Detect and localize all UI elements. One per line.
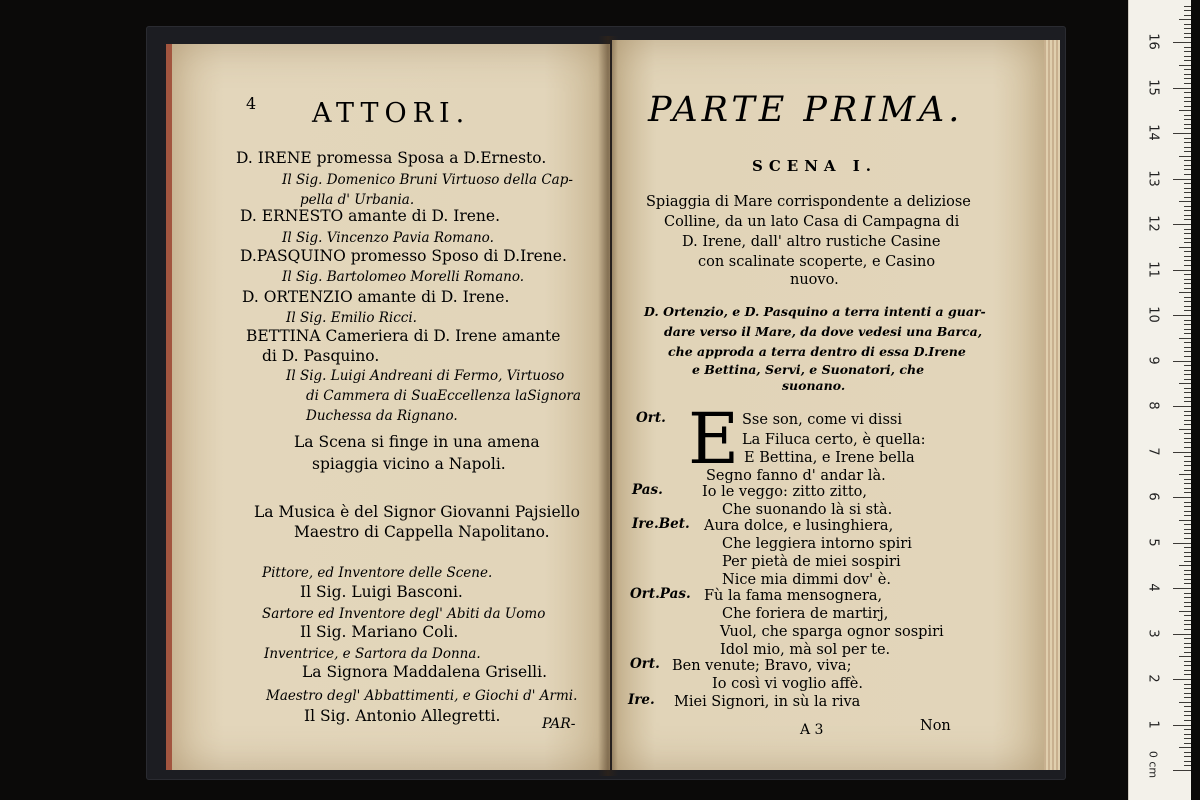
ruler-tick <box>1184 115 1191 116</box>
ruler-number: 11 <box>1145 260 1161 278</box>
text-line: Maestro degl' Abbattimenti, e Giochi d' Armi. <box>266 688 578 704</box>
ruler-number: 15 <box>1145 78 1161 96</box>
text-line: Il Sig. Domenico Bruni Virtuoso della Cap- <box>282 172 573 188</box>
left-catchword: PAR- <box>542 716 576 732</box>
ruler-tick <box>1184 415 1191 416</box>
ruler-tick <box>1173 725 1191 726</box>
page-edges <box>1044 40 1060 770</box>
speaker-label: Ire.Bet. <box>632 516 690 532</box>
ruler-tick <box>1184 169 1191 170</box>
ruler-tick <box>1184 74 1191 75</box>
ruler-number: 14 <box>1145 124 1161 141</box>
ruler-tick <box>1184 333 1191 334</box>
setting-line: nuovo. <box>790 272 839 288</box>
verse-line: Idol mio, mà sol per te. <box>720 642 891 658</box>
text-line: D. ERNESTO amante di D. Irene. <box>240 207 500 225</box>
ruler-tick <box>1184 411 1191 412</box>
text-line: D. IRENE promessa Sposa a D.Ernesto. <box>236 149 547 167</box>
ruler-tick <box>1184 738 1191 739</box>
ruler-tick <box>1184 579 1191 580</box>
ruler-tick <box>1184 652 1191 653</box>
ruler-tick <box>1184 165 1191 166</box>
ruler-tick <box>1184 306 1191 307</box>
ruler-tick <box>1184 215 1191 216</box>
ruler-tick <box>1184 688 1191 689</box>
ruler-tick <box>1184 734 1191 735</box>
ruler-tick <box>1184 24 1191 25</box>
ruler-tick <box>1173 679 1191 680</box>
speaker-label: Ort. <box>636 410 666 426</box>
ruler-tick <box>1184 388 1191 389</box>
ruler-number: 10 <box>1145 306 1161 323</box>
setting-line: Colline, da un lato Casa di Campagna di <box>664 214 960 230</box>
ruler-number: 3 <box>1145 628 1161 638</box>
ruler-tick <box>1184 397 1191 398</box>
ruler-tick <box>1173 179 1191 180</box>
ruler-tick <box>1184 92 1191 93</box>
verse-line: Che foriera de martirj, <box>722 606 889 622</box>
ruler-tick <box>1184 529 1191 530</box>
text-line: pella d' Urbania. <box>300 192 415 208</box>
ruler-tick <box>1184 711 1191 712</box>
verse-line: Che suonando là si stà. <box>722 502 893 518</box>
right-page-title: PARTE PRIMA. <box>648 90 964 130</box>
ruler-unit: 0 cm <box>1146 750 1160 779</box>
ruler-tick <box>1184 538 1191 539</box>
ruler-tick <box>1184 620 1191 621</box>
ruler-tick <box>1184 674 1191 675</box>
ruler-tick <box>1184 51 1191 52</box>
ruler-tick <box>1184 424 1191 425</box>
ruler-tick <box>1184 624 1191 625</box>
ruler-tick <box>1184 97 1191 98</box>
ruler-tick <box>1184 347 1191 348</box>
ruler-tick <box>1184 401 1191 402</box>
ruler-tick <box>1184 447 1191 448</box>
stage-direction-line: che approda a terra dentro di essa D.Irene <box>668 344 966 359</box>
ruler-tick <box>1184 33 1191 34</box>
ruler-tick <box>1184 320 1191 321</box>
ruler-tick <box>1184 229 1191 230</box>
ruler-tick <box>1184 661 1191 662</box>
ruler-tick <box>1184 256 1191 257</box>
stage-direction-line: dare verso il Mare, da dove vedesi una Barca, <box>664 324 983 339</box>
ruler-tick <box>1184 60 1191 61</box>
ruler-tick <box>1184 606 1191 607</box>
ruler-tick <box>1184 570 1191 571</box>
ruler-tick <box>1179 520 1191 521</box>
speaker-label: Ort. <box>630 656 660 672</box>
stage-direction-line: D. Ortenzio, e D. Pasquino a terra intenti a guar- <box>644 304 986 319</box>
ruler-tick <box>1184 69 1191 70</box>
ruler-tick <box>1184 365 1191 366</box>
ruler-tick <box>1179 247 1191 248</box>
ruler-tick <box>1184 138 1191 139</box>
text-line: di Cammera di SuaEccellenza laSignora <box>306 388 581 404</box>
ruler-tick <box>1173 361 1191 362</box>
verse-line: Io così vi voglio affè. <box>712 676 863 692</box>
ruler-tick <box>1184 461 1191 462</box>
ruler-tick <box>1184 351 1191 352</box>
ruler-tick <box>1184 374 1191 375</box>
ruler-tick <box>1184 479 1191 480</box>
ruler-tick <box>1184 379 1191 380</box>
ruler-tick <box>1184 238 1191 239</box>
ruler-tick <box>1179 747 1191 748</box>
ruler-tick <box>1184 506 1191 507</box>
ruler-tick <box>1184 647 1191 648</box>
ruler-number: 9 <box>1145 355 1161 365</box>
ruler-tick <box>1184 297 1191 298</box>
stage-direction-line: suonano. <box>782 378 846 393</box>
speaker-label: Ort.Pas. <box>630 586 691 602</box>
ruler-tick <box>1184 210 1191 211</box>
ruler-number: 16 <box>1145 33 1161 50</box>
ruler-tick <box>1184 192 1191 193</box>
book-gutter <box>598 36 618 776</box>
right-catchword: Non <box>920 718 951 734</box>
ruler-tick <box>1179 611 1191 612</box>
text-line: Il Sig. Antonio Allegretti. <box>304 707 501 725</box>
text-line: Pittore, ed Inventore delle Scene. <box>262 565 493 581</box>
verse-line: Sse son, come vi dissi <box>742 412 902 428</box>
ruler-tick <box>1184 438 1191 439</box>
ruler-tick <box>1184 47 1191 48</box>
text-line: Il Sig. Vincenzo Pavia Romano. <box>282 230 494 246</box>
ruler-tick <box>1184 420 1191 421</box>
ruler-tick <box>1184 260 1191 261</box>
verse-line: Che leggiera intorno spiri <box>722 536 912 552</box>
ruler-tick <box>1173 315 1191 316</box>
text-line: La Signora Maddalena Griselli. <box>302 663 548 681</box>
ruler-tick <box>1184 56 1191 57</box>
verse-line: Segno fanno d' andar là. <box>706 468 886 484</box>
ruler-tick <box>1184 342 1191 343</box>
ruler-tick <box>1173 588 1191 589</box>
ruler-tick <box>1179 383 1191 384</box>
ruler-tick <box>1184 574 1191 575</box>
speaker-label: Pas. <box>632 482 663 498</box>
ruler-tick <box>1184 188 1191 189</box>
ruler-tick <box>1184 28 1191 29</box>
ruler-tick <box>1184 456 1191 457</box>
ruler-tick <box>1184 242 1191 243</box>
ruler-tick <box>1184 442 1191 443</box>
ruler-tick <box>1184 370 1191 371</box>
ruler-tick <box>1184 119 1191 120</box>
ruler-tick <box>1184 279 1191 280</box>
text-line: Il Sig. Luigi Andreani di Fermo, Virtuoso <box>286 368 565 384</box>
ruler-tick <box>1179 656 1191 657</box>
text-line: Il Sig. Mariano Coli. <box>300 623 459 641</box>
ruler-tick <box>1184 465 1191 466</box>
setting-line: D. Irene, dall' altro rustiche Casine <box>682 234 941 250</box>
ruler-tick <box>1184 310 1191 311</box>
ruler-tick <box>1184 629 1191 630</box>
ruler-tick <box>1184 78 1191 79</box>
ruler-tick <box>1184 752 1191 753</box>
text-line: BETTINA Cameriera di D. Irene amante <box>246 327 561 345</box>
ruler-tick <box>1184 83 1191 84</box>
ruler-tick <box>1184 301 1191 302</box>
ruler-tick <box>1179 19 1191 20</box>
ruler-tick <box>1173 88 1191 89</box>
speaker-label: Ire. <box>628 692 655 708</box>
page-signature: A 3 <box>800 722 824 738</box>
ruler-number: 5 <box>1145 537 1161 547</box>
ruler-tick <box>1184 511 1191 512</box>
drop-capital: E <box>688 398 740 480</box>
ruler-tick <box>1184 6 1191 7</box>
ruler-tick <box>1179 156 1191 157</box>
text-line: D. ORTENZIO amante di D. Irene. <box>242 288 510 306</box>
ruler-tick <box>1184 356 1191 357</box>
text-line: Inventrice, e Sartora da Donna. <box>264 646 481 662</box>
verse-line: Io le veggo: zitto zitto, <box>702 484 867 500</box>
ruler-tick <box>1184 142 1191 143</box>
text-line: Il Sig. Emilio Ricci. <box>286 310 417 326</box>
ruler-tick <box>1179 65 1191 66</box>
ruler-tick <box>1173 634 1191 635</box>
ruler-tick <box>1184 515 1191 516</box>
ruler-tick <box>1184 197 1191 198</box>
ruler-tick <box>1184 765 1191 766</box>
ruler-tick <box>1184 524 1191 525</box>
ruler-tick <box>1184 329 1191 330</box>
text-line: spiaggia vicino a Napoli. <box>312 455 506 473</box>
ruler-tick <box>1184 561 1191 562</box>
stage-direction-line: e Bettina, Servi, e Suonatori, che <box>692 362 925 377</box>
ruler-tick <box>1179 338 1191 339</box>
corner-mark: 4 <box>246 94 257 113</box>
ruler-tick <box>1184 183 1191 184</box>
verse-line: E Bettina, e Irene bella <box>744 450 915 466</box>
text-line: Il Sig. Bartolomeo Morelli Romano. <box>282 269 525 285</box>
ruler-number: 6 <box>1145 492 1161 501</box>
ruler-tick <box>1184 10 1191 11</box>
ruler-number: 12 <box>1145 215 1161 232</box>
ruler-tick <box>1173 270 1191 271</box>
ruler-tick <box>1184 151 1191 152</box>
text-line: D.PASQUINO promesso Sposo di D.Irene. <box>240 247 567 265</box>
ruler-number: 4 <box>1145 583 1161 592</box>
text-line: Sartore ed Inventore degl' Abiti da Uomo <box>262 606 546 622</box>
ruler-tick <box>1184 274 1191 275</box>
ruler-tick <box>1184 761 1191 762</box>
ruler-tick <box>1184 693 1191 694</box>
ruler-tick <box>1179 429 1191 430</box>
verse-line: Aura dolce, e lusinghiera, <box>704 518 894 534</box>
scene-heading: SCENA I. <box>752 157 878 175</box>
ruler-tick <box>1184 470 1191 471</box>
ruler-tick <box>1184 715 1191 716</box>
ruler-tick <box>1184 729 1191 730</box>
ruler-tick <box>1184 324 1191 325</box>
ruler-tick <box>1184 101 1191 102</box>
ruler-tick <box>1184 533 1191 534</box>
ruler-number: 1 <box>1145 719 1161 729</box>
ruler-tick <box>1173 497 1191 498</box>
ruler-tick <box>1179 565 1191 566</box>
setting-line: con scalinate scoperte, e Casino <box>698 254 936 270</box>
text-line: Il Sig. Luigi Basconi. <box>300 583 463 601</box>
measuring-ruler <box>1128 0 1191 800</box>
ruler-tick <box>1179 292 1191 293</box>
ruler-tick <box>1184 206 1191 207</box>
left-page-title: ATTORI. <box>312 98 471 129</box>
ruler-tick <box>1184 106 1191 107</box>
ruler-tick <box>1184 15 1191 16</box>
ruler-tick <box>1184 219 1191 220</box>
ruler-tick <box>1184 615 1191 616</box>
ruler-tick <box>1184 174 1191 175</box>
ruler-tick <box>1184 251 1191 252</box>
verse-line: Ben venute; Bravo, viva; <box>672 658 852 674</box>
text-line: di D. Pasquino. <box>262 347 380 365</box>
ruler-tick <box>1184 288 1191 289</box>
ruler-tick <box>1179 474 1191 475</box>
ruler-tick <box>1173 406 1191 407</box>
ruler-tick <box>1173 42 1191 43</box>
ruler-tick <box>1184 483 1191 484</box>
ruler-tick <box>1184 433 1191 434</box>
ruler-tick <box>1184 684 1191 685</box>
ruler-tick <box>1179 110 1191 111</box>
ruler-tick <box>1184 392 1191 393</box>
ruler-tick <box>1184 128 1191 129</box>
ruler-tick <box>1184 556 1191 557</box>
ruler-tick <box>1184 233 1191 234</box>
ruler-tick <box>1184 265 1191 266</box>
ruler-tick <box>1184 488 1191 489</box>
ruler-tick <box>1179 702 1191 703</box>
ruler-tick <box>1184 743 1191 744</box>
ruler-tick <box>1184 597 1191 598</box>
ruler-tick <box>1184 124 1191 125</box>
ruler-tick <box>1184 552 1191 553</box>
text-line: La Scena si finge in una amena <box>294 433 540 451</box>
ruler-tick <box>1184 643 1191 644</box>
ruler-tick <box>1184 720 1191 721</box>
text-line: Maestro di Cappella Napolitano. <box>294 523 550 541</box>
verse-line: Miei Signori, in sù la riva <box>674 694 861 710</box>
ruler-tick <box>1173 543 1191 544</box>
ruler-number: 7 <box>1145 446 1161 456</box>
ruler-tick <box>1184 283 1191 284</box>
ruler-tick <box>1184 670 1191 671</box>
ruler-tick <box>1184 502 1191 503</box>
setting-line: Spiaggia di Mare corrispondente a deliziose <box>646 194 971 210</box>
verse-line: La Filuca certo, è quella: <box>742 432 926 448</box>
verse-line: Vuol, che sparga ognor sospiri <box>720 624 944 640</box>
ruler-tick <box>1184 147 1191 148</box>
ruler-tick <box>1173 770 1191 771</box>
ruler-tick <box>1184 583 1191 584</box>
ruler-tick <box>1184 37 1191 38</box>
ruler-tick <box>1173 224 1191 225</box>
verse-line: Nice mia dimmi dov' è. <box>722 572 891 588</box>
ruler-tick <box>1184 593 1191 594</box>
ruler-tick <box>1184 160 1191 161</box>
ruler-tick <box>1184 547 1191 548</box>
text-line: La Musica è del Signor Giovanni Pajsiello <box>254 503 580 521</box>
ruler-number: 13 <box>1145 169 1161 187</box>
ruler-tick <box>1184 492 1191 493</box>
verse-line: Per pietà de miei sospiri <box>722 554 901 570</box>
ruler-tick <box>1173 452 1191 453</box>
ruler-tick <box>1184 638 1191 639</box>
ruler-tick <box>1184 706 1191 707</box>
ruler-tick <box>1179 201 1191 202</box>
text-line: Duchessa da Rignano. <box>306 408 458 424</box>
verse-line: Fù la fama mensognera, <box>704 588 883 604</box>
ruler-number: 2 <box>1145 674 1161 683</box>
ruler-tick <box>1184 756 1191 757</box>
ruler-number: 8 <box>1145 401 1161 410</box>
ruler-tick <box>1184 602 1191 603</box>
ruler-tick <box>1184 665 1191 666</box>
ruler-tick <box>1173 133 1191 134</box>
ruler-tick <box>1184 697 1191 698</box>
